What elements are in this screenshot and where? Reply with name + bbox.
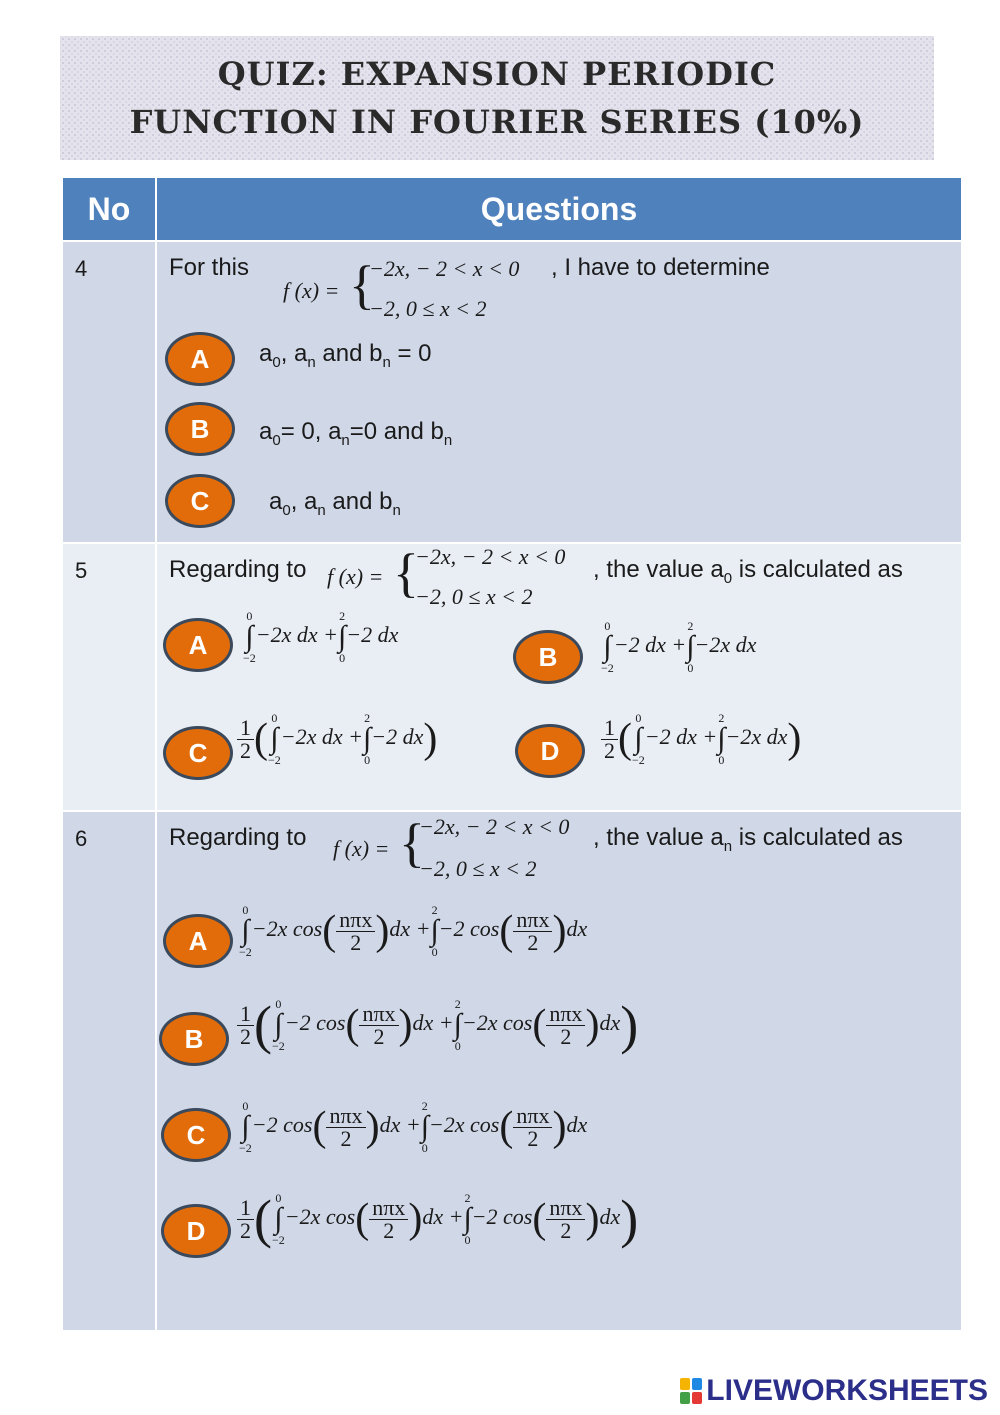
math-token: n bbox=[317, 501, 326, 519]
math-token: ) bbox=[552, 1104, 567, 1150]
fraction-argument bbox=[546, 1000, 585, 1049]
math-token: nπx bbox=[513, 1105, 552, 1128]
integral-sign bbox=[239, 1100, 252, 1154]
math-token: 0 bbox=[635, 711, 642, 725]
question-row-5 bbox=[62, 543, 962, 811]
option-c-formula[interactable] bbox=[237, 712, 437, 766]
math-token: ) bbox=[365, 1104, 380, 1150]
option-d-button[interactable]: D bbox=[161, 1204, 231, 1258]
math-token: nπx bbox=[326, 1105, 365, 1128]
function-lhs: f (x) = bbox=[333, 836, 390, 861]
math-token: ∫ bbox=[241, 914, 250, 947]
math-token: dx + bbox=[379, 1112, 421, 1138]
math-token: ) bbox=[398, 1002, 413, 1048]
math-token: −2 cos bbox=[284, 1010, 346, 1036]
question-number: 6 bbox=[75, 826, 88, 851]
math-token: ) bbox=[787, 716, 802, 762]
function-lhs: f (x) = bbox=[283, 278, 340, 303]
brace-symbol: { bbox=[399, 813, 425, 873]
math-token: n bbox=[723, 837, 733, 855]
math-token: 2 bbox=[604, 737, 615, 763]
math-token: n bbox=[382, 353, 391, 371]
math-token: nπx bbox=[359, 1003, 398, 1026]
math-token: n bbox=[392, 501, 401, 519]
question-suffix bbox=[593, 556, 903, 587]
option-b-text[interactable] bbox=[259, 418, 452, 449]
math-token: ∫ bbox=[430, 914, 439, 947]
math-token: 1 bbox=[237, 1003, 254, 1026]
column-header-questions: Questions bbox=[156, 177, 962, 241]
function-case-2: −2, 0 ≤ x < 2 bbox=[419, 856, 537, 881]
question-prefix: Regarding to bbox=[169, 556, 307, 583]
integral-sign bbox=[363, 712, 371, 766]
math-token: −2 cos bbox=[251, 1112, 313, 1138]
math-token: 0 bbox=[431, 945, 438, 959]
math-token: 0 bbox=[272, 353, 281, 371]
title-banner bbox=[60, 36, 934, 160]
math-token: ∫ bbox=[603, 630, 612, 663]
math-token: nπx bbox=[546, 1197, 585, 1220]
integral-sign bbox=[430, 904, 438, 958]
option-a-button[interactable]: A bbox=[163, 914, 233, 968]
math-token: −2x cos bbox=[428, 1112, 500, 1138]
fraction-argument bbox=[546, 1194, 585, 1243]
math-token: n bbox=[443, 431, 453, 449]
math-token: −2 bbox=[271, 1233, 285, 1247]
question-suffix bbox=[593, 824, 903, 855]
option-b-formula[interactable] bbox=[601, 620, 756, 674]
math-token: −2x dx bbox=[255, 622, 318, 648]
math-token: =0 and b bbox=[349, 418, 444, 445]
logo-square bbox=[680, 1392, 690, 1404]
math-token: −2 bbox=[601, 661, 614, 675]
page-title: QUIZ: EXPANSION PERIODIC FUNCTION IN FOURIER SERIES (10%) bbox=[129, 55, 865, 141]
math-token: −2 bbox=[632, 753, 645, 767]
math-token: dx bbox=[566, 1112, 588, 1138]
fraction-argument bbox=[336, 906, 375, 955]
question-number: 4 bbox=[75, 256, 88, 281]
math-token: −2 dx bbox=[371, 724, 424, 750]
math-token: 0 bbox=[271, 711, 278, 725]
math-token: 1 bbox=[237, 1197, 254, 1220]
math-token: −2 bbox=[239, 945, 252, 959]
math-token: 0 bbox=[246, 609, 253, 623]
math-token: and b bbox=[315, 340, 383, 367]
math-token: ∫ bbox=[634, 722, 643, 755]
option-b-button[interactable]: B bbox=[159, 1012, 229, 1066]
function-case-1: −2x, − 2 < x < 0 bbox=[415, 544, 566, 569]
math-token: 2 bbox=[527, 929, 539, 955]
option-a-text[interactable] bbox=[259, 340, 432, 371]
math-token: ∫ bbox=[420, 1110, 429, 1143]
option-b-button[interactable]: B bbox=[165, 402, 235, 456]
math-token: 2 bbox=[560, 1023, 572, 1049]
integral-sign bbox=[272, 998, 285, 1052]
question-cell bbox=[156, 543, 962, 811]
math-token: + bbox=[323, 622, 339, 648]
math-token: a bbox=[259, 418, 273, 445]
math-token: 0 bbox=[687, 661, 694, 675]
math-token: 2 bbox=[364, 711, 371, 725]
math-token: ) bbox=[408, 1196, 423, 1242]
math-token: ( bbox=[254, 995, 272, 1055]
math-token: ) bbox=[585, 1002, 600, 1048]
fraction-half bbox=[237, 1194, 254, 1243]
function-case-2: −2, 0 ≤ x < 2 bbox=[369, 296, 487, 321]
math-token: is calculated as bbox=[732, 556, 903, 583]
math-token: 2 bbox=[464, 1191, 471, 1205]
option-d-formula[interactable] bbox=[237, 1189, 639, 1249]
math-token: dx + bbox=[389, 916, 431, 942]
math-token: dx + bbox=[422, 1204, 464, 1230]
math-token: dx bbox=[599, 1204, 621, 1230]
math-token: nπx bbox=[513, 909, 552, 932]
math-token: , the value a bbox=[593, 824, 724, 851]
option-a-formula[interactable] bbox=[243, 610, 398, 664]
option-c-button[interactable]: C bbox=[161, 1108, 231, 1162]
math-token: ) bbox=[585, 1196, 600, 1242]
logo-square bbox=[680, 1378, 690, 1390]
column-header-no: No bbox=[62, 177, 156, 241]
function-case-1: −2x, − 2 < x < 0 bbox=[419, 814, 570, 839]
math-token: −2x dx bbox=[725, 724, 788, 750]
math-token: n bbox=[307, 353, 316, 371]
function-lhs: f (x) = bbox=[327, 564, 384, 589]
logo-square bbox=[692, 1378, 702, 1390]
integral-sign bbox=[272, 1192, 285, 1246]
math-token: 0 bbox=[421, 1141, 428, 1155]
math-token: is calculated as bbox=[732, 824, 903, 851]
logo-text: LIVEWORKSHEETS bbox=[706, 1374, 988, 1407]
math-token: 0 bbox=[282, 501, 291, 519]
math-token: a bbox=[269, 488, 283, 515]
integral-sign bbox=[243, 610, 256, 664]
math-token: , a bbox=[280, 340, 308, 367]
math-token: a bbox=[259, 340, 273, 367]
math-token: −2x cos bbox=[251, 916, 323, 942]
math-token: −2x dx bbox=[694, 632, 757, 658]
integral-sign bbox=[454, 998, 462, 1052]
math-token: ( bbox=[618, 716, 632, 762]
math-token: 2 bbox=[421, 1099, 428, 1113]
question-prefix: For this bbox=[169, 254, 250, 281]
option-c-formula[interactable] bbox=[239, 1100, 587, 1154]
math-token: ( bbox=[345, 1002, 360, 1048]
math-token: 0 bbox=[718, 753, 725, 767]
table-header-row bbox=[62, 177, 962, 241]
math-token: , the value a bbox=[593, 556, 724, 583]
option-a-button[interactable]: A bbox=[165, 332, 235, 386]
math-token: ) bbox=[552, 908, 567, 954]
math-token: 0 bbox=[454, 1039, 461, 1053]
math-token: 2 bbox=[240, 1217, 251, 1243]
math-token: 0 bbox=[364, 753, 371, 767]
question-prefix: Regarding to bbox=[169, 824, 307, 851]
option-c-button[interactable]: C bbox=[165, 474, 235, 528]
function-case-1: −2x, − 2 < x < 0 bbox=[369, 256, 520, 281]
math-token: 1 bbox=[601, 717, 618, 740]
math-token: ∫ bbox=[453, 1008, 462, 1041]
math-token: ) bbox=[620, 995, 639, 1055]
math-token: 0 bbox=[339, 651, 346, 665]
liveworksheets-logo bbox=[680, 1374, 988, 1408]
math-token: 2 bbox=[240, 1023, 251, 1049]
integral-sign bbox=[239, 904, 252, 958]
math-token: 0 bbox=[275, 997, 282, 1011]
math-token: ) bbox=[423, 716, 438, 762]
math-token: ( bbox=[254, 716, 268, 762]
math-token: 0 bbox=[242, 1099, 249, 1113]
question-number: 5 bbox=[75, 558, 88, 583]
math-token: 2 bbox=[340, 1125, 352, 1151]
math-token: n bbox=[341, 431, 350, 449]
math-token: ( bbox=[254, 1189, 272, 1249]
option-c-text[interactable] bbox=[269, 488, 401, 519]
math-token: −2 bbox=[239, 1141, 252, 1155]
math-token: ) bbox=[620, 1189, 639, 1249]
question-cell bbox=[156, 811, 962, 1331]
option-b-button[interactable]: B bbox=[513, 630, 583, 684]
math-token: 2 bbox=[240, 737, 251, 763]
math-token: 2 bbox=[454, 997, 461, 1011]
math-token: 2 bbox=[431, 903, 438, 917]
fraction-argument bbox=[326, 1102, 365, 1151]
math-token: + bbox=[671, 632, 687, 658]
math-token: ∫ bbox=[274, 1202, 283, 1235]
integral-sign bbox=[463, 1192, 471, 1246]
math-token: dx bbox=[566, 916, 588, 942]
option-b-formula[interactable] bbox=[237, 995, 639, 1055]
math-token: −2x dx bbox=[280, 724, 343, 750]
logo-icon bbox=[680, 1378, 702, 1404]
math-token: 0 bbox=[464, 1233, 471, 1247]
fraction-half bbox=[237, 1000, 254, 1049]
math-token: ∫ bbox=[338, 620, 347, 653]
fraction-argument bbox=[359, 1000, 398, 1049]
math-token: ∫ bbox=[686, 630, 695, 663]
math-token: ( bbox=[532, 1002, 547, 1048]
question-cell bbox=[156, 241, 962, 543]
logo-square bbox=[692, 1392, 702, 1404]
math-token: 0 bbox=[723, 569, 733, 587]
math-token: 2 bbox=[560, 1217, 572, 1243]
math-token: ( bbox=[532, 1196, 547, 1242]
math-token: 2 bbox=[718, 711, 725, 725]
math-token: 0 bbox=[242, 903, 249, 917]
function-case-2: −2, 0 ≤ x < 2 bbox=[415, 584, 533, 609]
math-token: ∫ bbox=[463, 1202, 472, 1235]
quiz-table bbox=[61, 176, 963, 1332]
math-token: nπx bbox=[369, 1197, 408, 1220]
math-token: −2x cos bbox=[284, 1204, 356, 1230]
math-token: ( bbox=[499, 1104, 514, 1150]
math-token: and b bbox=[325, 488, 393, 515]
integral-sign bbox=[421, 1100, 429, 1154]
math-token: + bbox=[348, 724, 364, 750]
math-token: ( bbox=[322, 908, 337, 954]
integral-sign bbox=[268, 712, 281, 766]
math-token: −2 dx bbox=[644, 724, 697, 750]
integral-sign bbox=[632, 712, 645, 766]
integral-sign bbox=[338, 610, 346, 664]
math-token: dx bbox=[599, 1010, 621, 1036]
math-token: −2x cos bbox=[461, 1010, 533, 1036]
math-token: nπx bbox=[546, 1003, 585, 1026]
math-token: −2 dx bbox=[346, 622, 399, 648]
math-token: −2 bbox=[268, 753, 281, 767]
brace-symbol: { bbox=[349, 255, 375, 315]
option-c-button[interactable]: C bbox=[163, 726, 233, 780]
fraction-argument bbox=[369, 1194, 408, 1243]
math-token: 2 bbox=[527, 1125, 539, 1151]
question-row-6 bbox=[62, 811, 962, 1331]
math-token: ∫ bbox=[717, 722, 726, 755]
math-token: −2 cos bbox=[438, 916, 500, 942]
math-token: 0 bbox=[275, 1191, 282, 1205]
math-token: −2 cos bbox=[471, 1204, 533, 1230]
math-token: ) bbox=[375, 908, 390, 954]
fraction-half bbox=[237, 714, 254, 763]
math-token: −2 dx bbox=[613, 632, 666, 658]
math-token: 0 bbox=[604, 619, 611, 633]
question-number-cell bbox=[62, 543, 156, 811]
math-token: 0 bbox=[272, 431, 281, 449]
fraction-argument bbox=[513, 906, 552, 955]
question-number-cell bbox=[62, 241, 156, 543]
math-token: ∫ bbox=[363, 722, 372, 755]
math-token: = 0 bbox=[390, 340, 432, 367]
math-token: 1 bbox=[237, 717, 254, 740]
math-token: , a bbox=[290, 488, 318, 515]
math-token: nπx bbox=[336, 909, 375, 932]
option-d-formula[interactable] bbox=[601, 712, 801, 766]
math-token: ∫ bbox=[274, 1008, 283, 1041]
math-token: 2 bbox=[339, 609, 346, 623]
math-token: 2 bbox=[687, 619, 694, 633]
fraction-argument bbox=[513, 1102, 552, 1151]
option-a-button[interactable]: A bbox=[163, 618, 233, 672]
question-suffix: , I have to determine bbox=[551, 254, 770, 281]
math-token: ( bbox=[355, 1196, 370, 1242]
math-token: ∫ bbox=[245, 620, 254, 653]
question-number-cell bbox=[62, 811, 156, 1331]
math-token: −2 bbox=[243, 651, 256, 665]
option-d-button[interactable]: D bbox=[515, 724, 585, 778]
math-token: dx + bbox=[412, 1010, 454, 1036]
math-token: = 0, a bbox=[280, 418, 342, 445]
math-token: 2 bbox=[383, 1217, 395, 1243]
question-row-4 bbox=[62, 241, 962, 543]
integral-sign bbox=[601, 620, 614, 674]
option-a-formula[interactable] bbox=[239, 904, 587, 958]
brace-symbol: { bbox=[393, 543, 419, 603]
math-token: ( bbox=[312, 1104, 327, 1150]
fraction-half bbox=[601, 714, 618, 763]
math-token: 2 bbox=[373, 1023, 385, 1049]
math-token: ∫ bbox=[241, 1110, 250, 1143]
math-token: ( bbox=[499, 908, 514, 954]
math-token: + bbox=[702, 724, 718, 750]
math-token: 2 bbox=[350, 929, 362, 955]
math-token: −2 bbox=[271, 1039, 285, 1053]
math-token: ∫ bbox=[270, 722, 279, 755]
